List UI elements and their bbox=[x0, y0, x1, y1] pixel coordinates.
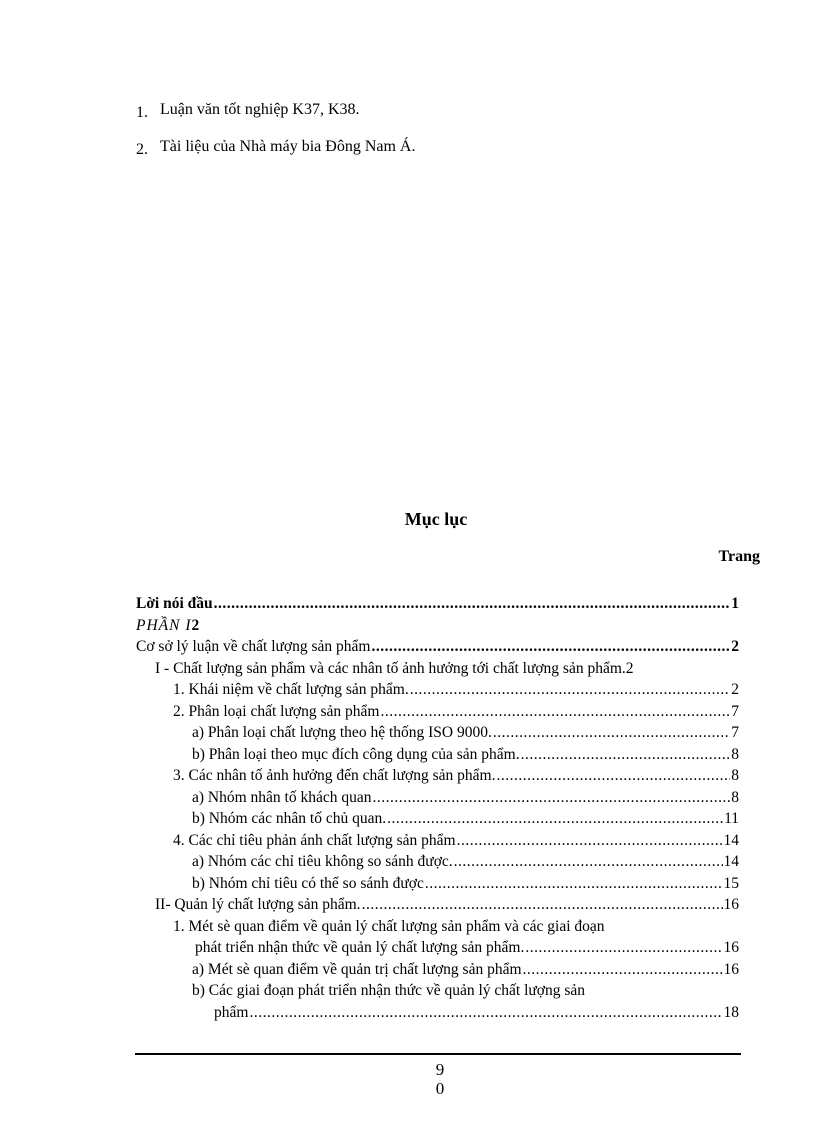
toc-entry-text: phát triển nhận thức về quản lý chất lượng sản phẩm. bbox=[195, 939, 525, 956]
toc-entry bbox=[136, 636, 739, 658]
toc-entry-page: 1 bbox=[731, 595, 739, 612]
toc-entry bbox=[136, 873, 739, 895]
toc-leader-dots bbox=[525, 937, 722, 959]
toc-entry bbox=[136, 744, 739, 766]
toc-entry-text: b) Nhóm chỉ tiêu có thể so sánh được bbox=[192, 874, 424, 892]
toc-entry bbox=[136, 701, 739, 723]
toc-entry bbox=[136, 722, 739, 744]
toc-entry-page: 2 bbox=[625, 659, 634, 677]
toc-leader-dots bbox=[457, 830, 723, 852]
toc-entry-text: phẩm bbox=[214, 1003, 249, 1021]
page-number-line-2: 0 bbox=[435, 1079, 445, 1098]
toc-entry-text: b) Phân loại theo mục đích công dụng của sản phẩm. bbox=[192, 745, 520, 763]
toc-entry-page: 18 bbox=[723, 1003, 739, 1021]
toc-entry-continuation bbox=[136, 1002, 739, 1024]
toc-entry-text: Lời nói đầu bbox=[136, 595, 213, 612]
toc-entry bbox=[136, 959, 739, 981]
toc-entry-page: 7 bbox=[731, 702, 739, 720]
toc-leader-dots bbox=[523, 959, 723, 981]
toc-title: Mục lục bbox=[404, 509, 468, 529]
toc-entry-page: 11 bbox=[724, 810, 739, 827]
toc-entry-page: 16 bbox=[723, 939, 739, 956]
toc-entry-page: 16 bbox=[723, 960, 739, 978]
toc-entry bbox=[136, 658, 739, 680]
toc-entry-page: 2 bbox=[731, 638, 739, 655]
toc-entry-continuation bbox=[136, 937, 739, 959]
toc-entry bbox=[136, 894, 739, 916]
reference-number: 1. bbox=[136, 104, 148, 121]
toc-leader-dots bbox=[362, 894, 723, 916]
toc-entry-page: 14 bbox=[723, 853, 739, 870]
reference-number: 2. bbox=[136, 141, 148, 158]
toc-entry-page: 8 bbox=[731, 788, 739, 806]
reference-text: Tài liệu của Nhà máy bia Đông Nam Á. bbox=[160, 138, 416, 155]
toc-entry bbox=[136, 808, 739, 830]
toc-entry-text: a) Nhóm nhân tố khách quan bbox=[192, 788, 372, 806]
toc-entry-text: a) Mét sè quan điểm về quản trị chất lượng sản phẩm bbox=[192, 960, 522, 978]
toc-leader-dots bbox=[249, 1002, 722, 1024]
toc-part-number: 2 bbox=[191, 616, 201, 634]
toc-entry bbox=[136, 851, 739, 873]
toc-entry-page: 16 bbox=[723, 896, 739, 913]
page-number-line-1: 9 bbox=[435, 1060, 445, 1079]
toc-entry-text: a) Phân loại chất lượng theo hệ thống ISO 9000. bbox=[192, 724, 492, 741]
page-column-label: Trang bbox=[718, 548, 760, 565]
toc-leader-dots bbox=[373, 787, 731, 809]
toc-entry bbox=[136, 679, 739, 701]
reference-item bbox=[136, 137, 736, 157]
toc-leader-dots bbox=[410, 679, 731, 701]
toc-entry-text: 1. Khái niệm về chất lượng sản phẩm. bbox=[173, 681, 409, 698]
toc-entry-page: 7 bbox=[731, 724, 739, 741]
reference-list bbox=[136, 100, 736, 174]
toc-leader-dots bbox=[214, 593, 731, 615]
toc-leader-dots bbox=[371, 636, 730, 658]
toc-leader-dots bbox=[496, 765, 730, 787]
toc-entry-page: 14 bbox=[723, 831, 739, 849]
toc-entry bbox=[136, 830, 739, 852]
toc-entry-page: 15 bbox=[723, 874, 739, 892]
toc-part-heading bbox=[136, 615, 739, 637]
toc-entry-text: 3. Các nhân tố ảnh hưởng đến chất lượng sản phẩm. bbox=[173, 767, 496, 784]
toc-leader-dots bbox=[387, 808, 723, 830]
toc-entry-text: b) Các giai đoạn phát triển nhận thức về quản lý chất lượng sản bbox=[192, 982, 586, 999]
toc-entry bbox=[136, 593, 739, 615]
toc-entry-text: 1. Mét sè quan điểm về quản lý chất lượng sản phẩm và các giai đoạn bbox=[173, 917, 605, 935]
reference-text: Luận văn tốt nghiệp K37, K38. bbox=[160, 101, 360, 118]
toc-entry-text: I - Chất lượng sản phẩm và các nhân tố ảnh hưởng tới chất lượng sản phẩm. bbox=[155, 659, 626, 677]
toc-entry-wrapped-line bbox=[136, 916, 739, 938]
toc-entry bbox=[136, 765, 739, 787]
toc-entry-page: 8 bbox=[731, 767, 739, 784]
toc-entry-text: a) Nhóm các chỉ tiêu không so sánh được. bbox=[192, 853, 453, 870]
toc-leader-dots bbox=[380, 701, 730, 723]
toc-entry-text: Cơ sở lý luận về chất lượng sản phẩm bbox=[136, 638, 371, 655]
table-of-contents bbox=[136, 593, 739, 1023]
toc-entry-page: 2 bbox=[731, 681, 739, 698]
reference-item bbox=[136, 100, 736, 120]
toc-entry bbox=[136, 787, 739, 809]
toc-part-label: PHẦN I bbox=[136, 616, 192, 634]
toc-leader-dots bbox=[454, 851, 723, 873]
toc-leader-dots bbox=[521, 744, 731, 766]
toc-entry-text: b) Nhóm các nhân tố chủ quan. bbox=[192, 810, 387, 827]
toc-entry-text: 4. Các chỉ tiêu phản ánh chất lượng sản phẩm bbox=[173, 831, 456, 849]
toc-entry-wrapped-line bbox=[136, 980, 739, 1002]
toc-entry-text: II- Quản lý chất lượng sản phẩm. bbox=[155, 896, 361, 913]
toc-entry-page: 8 bbox=[731, 745, 739, 763]
toc-entry-text: 2. Phân loại chất lượng sản phẩm bbox=[173, 702, 380, 720]
toc-leader-dots bbox=[493, 722, 730, 744]
toc-leader-dots bbox=[425, 873, 723, 895]
footer-divider bbox=[135, 1053, 741, 1055]
